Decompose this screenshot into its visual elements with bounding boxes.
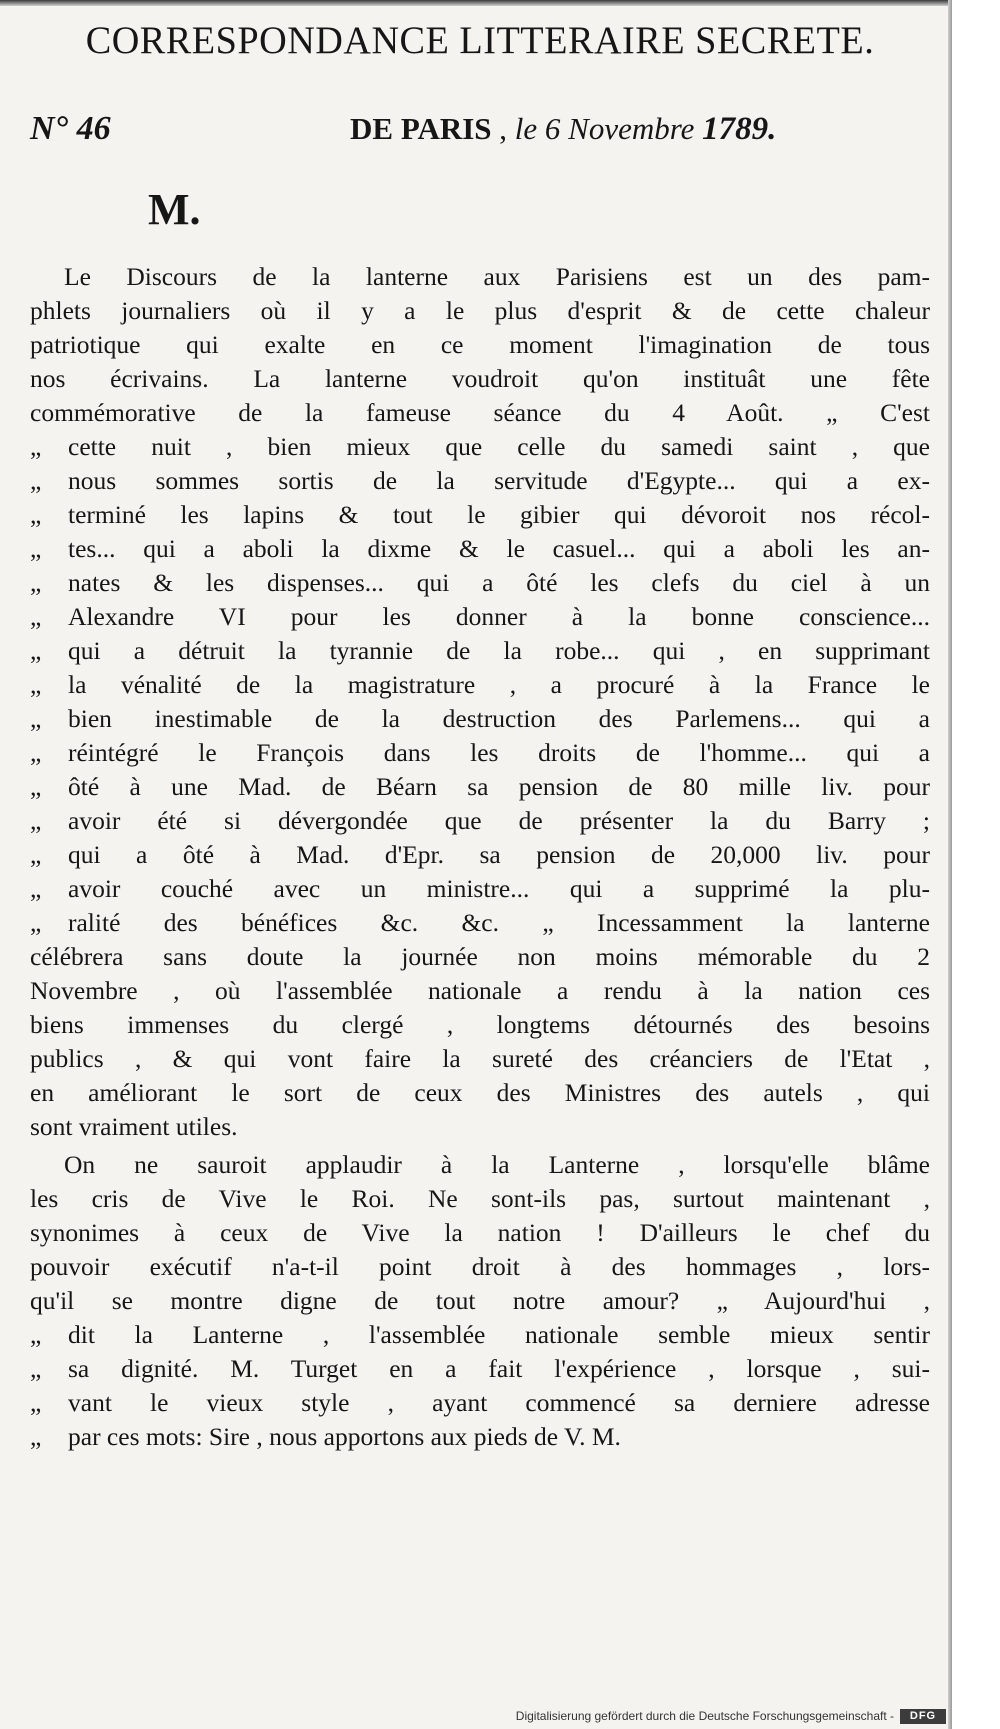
text-line [30,940,930,974]
quote-mark: „ [30,704,41,733]
text-line [30,1250,930,1284]
page-right-edge [948,0,952,1729]
dateline-place: DE PARIS [350,111,492,146]
text-line [30,498,930,532]
text-line [30,804,930,838]
dateline-year: 1789. [702,111,777,147]
line-text: nous sommes sortis de la servitude d'Egypte... qui a ex- [68,466,930,495]
text-line [30,1110,930,1144]
line-text: sa dignité. M. Turget en a fait l'expérience , lorsque , sui- [68,1354,930,1383]
line-text: tes... qui a aboli la dixme & le casuel... qui a aboli les an- [68,534,930,563]
quote-mark: „ [30,1354,41,1383]
text-line [30,396,930,430]
digitization-credit: Digitalisierung gefördert durch die Deutsche Forschungsgemeinschaft - [515,1709,894,1723]
text-line [30,1318,930,1352]
line-text: nos écrivains. La lanterne voudroit qu'on instituât une fête [30,364,930,393]
text-line [30,1008,930,1042]
quote-mark: „ [30,806,41,835]
line-text: la vénalité de la magistrature , a procuré à la France le [68,670,930,699]
line-text: bien inestimable de la destruction des Parlemens... qui a [68,704,930,733]
line-text: phlets journaliers où il y a le plus d'esprit & de cette chaleur [30,296,930,325]
quote-mark: „ [30,670,41,699]
dateline [350,111,776,148]
dateline-separator: , [491,111,515,146]
page-text [30,12,930,1454]
line-text: qui a ôté à Mad. d'Epr. sa pension de 20,000 liv. pour [68,840,930,869]
text-line [30,328,930,362]
quote-mark: „ [30,636,41,665]
line-text: cette nuit , bien mieux que celle du samedi saint , que [68,432,930,461]
dateline-le: le [514,111,538,146]
dateline-date: 6 Novembre [537,111,703,146]
text-line [30,260,930,294]
line-text: qui a détruit la tyrannie de la robe... qui , en supprimant [68,636,930,665]
line-text: en améliorant le sort de ceux des Ministres des autels , qui [30,1078,930,1107]
text-line [30,430,930,464]
quote-mark: „ [30,432,41,461]
line-text: avoir couché avec un ministre... qui a supprimé la plu- [68,874,930,903]
quote-mark: „ [30,908,41,937]
line-text: commémorative de la fameuse séance du 4 Août. „ C'est [30,398,930,427]
text-line [30,600,930,634]
line-text: sont vraiment utiles. [30,1112,238,1141]
line-text: qu'il se montre digne de tout notre amour? „ Aujourd'hui , [30,1286,930,1315]
quote-mark: „ [30,840,41,869]
line-text: publics , & qui vont faire la sureté des créanciers de l'Etat , [30,1044,930,1073]
quote-mark: „ [30,1422,41,1451]
text-line [30,1182,930,1216]
issue-line [30,110,930,156]
text-line [30,1216,930,1250]
line-text: célébrera sans doute la journée non moins mémorable du 2 [30,942,930,971]
text-line [30,906,930,940]
line-text: ôté à une Mad. de Béarn sa pension de 80 mille liv. pour [68,772,930,801]
line-text: par ces mots: Sire , nous apportons aux pieds de V. M. [68,1422,621,1451]
quote-mark: „ [30,1388,41,1417]
line-text: réintégré le François dans les droits de l'homme... qui a [68,738,930,767]
quote-mark: „ [30,874,41,903]
text-line [30,294,930,328]
quote-mark: „ [30,1320,41,1349]
line-text: vant le vieux style , ayant commencé sa derniere adresse [68,1388,930,1417]
text-line [30,1042,930,1076]
line-text: nates & les dispenses... qui a ôté les clefs du ciel à un [68,568,930,597]
quote-mark: „ [30,568,41,597]
text-line [30,736,930,770]
text-line [30,464,930,498]
text-line [30,838,930,872]
line-text: avoir été si dévergondée que de présenter la du Barry ; [68,806,930,835]
issue-number: N° 46 [30,110,111,147]
text-line [30,1284,930,1318]
text-line [30,1148,930,1182]
salutation: M. [148,185,201,234]
line-text: les cris de Vive le Roi. Ne sont-ils pas, surtout maintenant , [30,1184,930,1213]
line-text: synonimes à ceux de Vive la nation ! D'ailleurs le chef du [30,1218,930,1247]
text-line [30,362,930,396]
text-line [30,1386,930,1420]
text-line [30,1076,930,1110]
page-top-edge [0,0,952,6]
dfg-logo: DFG [900,1709,946,1724]
text-line [30,872,930,906]
text-line [30,770,930,804]
text-line [30,566,930,600]
line-text: Alexandre VI pour les donner à la bonne conscience... [68,602,930,631]
article-body [30,260,930,1454]
text-line [30,532,930,566]
line-text: On ne sauroit applaudir à la Lanterne , lorsqu'elle blâme [64,1150,930,1179]
line-text: patriotique qui exalte en ce moment l'imagination de tous [30,330,930,359]
quote-mark: „ [30,466,41,495]
line-text: biens immenses du clergé , longtems détournés des besoins [30,1010,930,1039]
text-line [30,1352,930,1386]
quote-mark: „ [30,602,41,631]
line-text: dit la Lanterne , l'assemblée nationale semble mieux sentir [68,1320,930,1349]
text-line [30,702,930,736]
text-line [30,668,930,702]
line-text: Novembre , où l'assemblée nationale a rendu à la nation ces [30,976,930,1005]
text-line [30,634,930,668]
line-text: pouvoir exécutif n'a-t-il point droit à des hommages , lors- [30,1252,930,1281]
masthead-title: CORRESPONDANCE LITTERAIRE SECRETE. [85,19,875,62]
quote-mark: „ [30,772,41,801]
text-line [30,974,930,1008]
quote-mark: „ [30,738,41,767]
text-line [30,1420,930,1454]
quote-mark: „ [30,534,41,563]
line-text: Le Discours de la lanterne aux Parisiens est un des pam- [64,262,930,291]
quote-mark: „ [30,500,41,529]
line-text: ralité des bénéfices &c. &c. „ Incessamment la lanterne [68,908,930,937]
line-text: terminé les lapins & tout le gibier qui dévoroit nos récol- [68,500,930,529]
